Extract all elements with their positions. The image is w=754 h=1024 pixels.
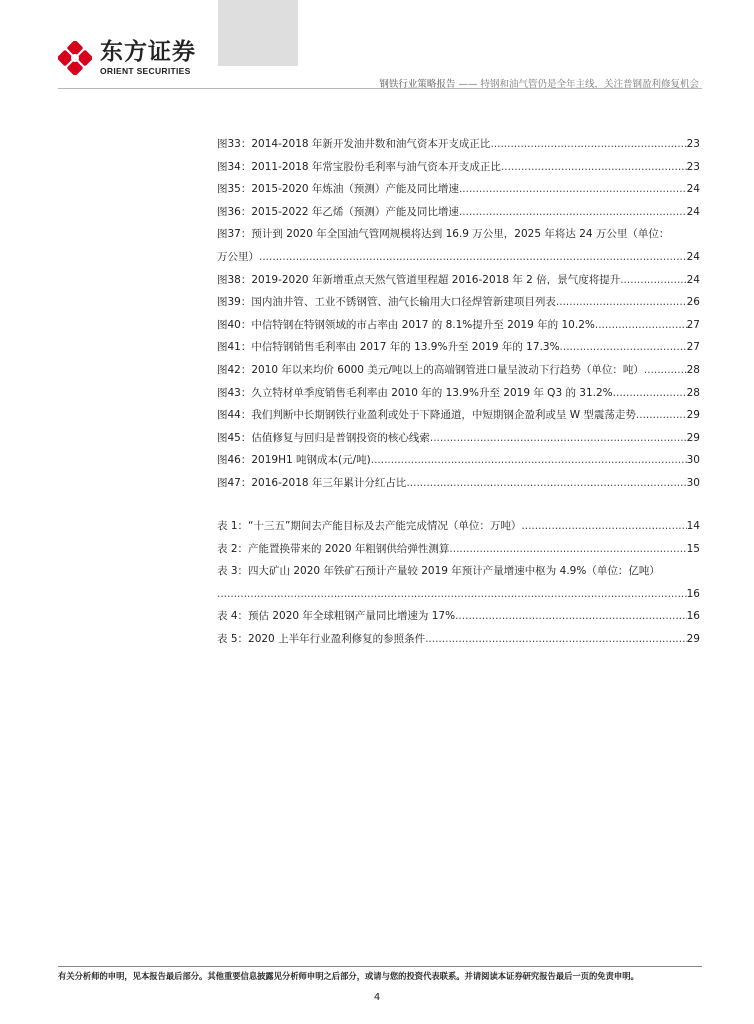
toc-entry-figure-40[interactable] [217, 314, 700, 337]
toc-entry-label: 图40：中信特钢在特钢领域的市占率由 2017 的 8.1%提升至 2019 年的 10.2% [217, 318, 595, 331]
toc-entry-figure-39[interactable] [217, 291, 700, 314]
figure-list [217, 133, 700, 495]
toc-entry-table-5[interactable] [217, 628, 700, 651]
toc-page-number: 29 [686, 632, 700, 645]
toc-entry-figure-47[interactable] [217, 472, 700, 495]
footer-divider [58, 966, 702, 967]
toc-page-number: 14 [686, 520, 700, 532]
toc-page-number: 27 [686, 341, 700, 354]
toc-leader-dots [259, 246, 687, 269]
toc-entry-figure-41[interactable] [217, 336, 700, 359]
toc-entry-label: 表 2：产能置换带来的 2020 年粗钢供给弹性测算 [217, 542, 450, 555]
toc-entry-label: 表 1：“十三五”期间去产能目标及去产能完成情况（单位：万吨） [217, 520, 522, 532]
toc-leader-dots [459, 201, 687, 224]
toc-page-number: 29 [686, 431, 700, 444]
report-category: 钢铁行业策略报告 [379, 79, 456, 90]
header-divider [58, 88, 702, 89]
toc-page-number: 24 [686, 183, 700, 196]
toc-entry-label: 图34：2011-2018 年常宝股份毛利率与油气资本开支成正比 [217, 160, 501, 173]
toc-leader-dots [406, 472, 686, 495]
toc-entry-label-line2: 万公里） [217, 250, 259, 263]
toc-leader-dots [371, 449, 687, 472]
toc-leader-dots [425, 628, 687, 651]
toc-page-number: 23 [686, 138, 700, 150]
toc-page-number: 30 [686, 476, 700, 489]
toc-leader-dots [595, 314, 687, 337]
toc-entry-table-2[interactable] [217, 538, 700, 561]
toc-entry-label-line1: 表 3：四大矿山 2020 年铁矿石预计产量较 2019 年预计产量增速中枢为 4.9%（单位：亿吨） [217, 565, 660, 578]
toc-entry-label: 图42：2010 年以来均价 6000 美元/吨以上的高端钢管进口量呈波动下行趋势（单位：吨） [217, 363, 644, 376]
toc-entry-label: 图45：估值修复与回归是普钢投资的核心线索 [217, 431, 430, 444]
toc-entry-figure-33[interactable] [217, 133, 700, 156]
toc-entry-label: 图41：中信特钢销售毛利率由 2017 年的 13.9%升至 2019 年的 17.3% [217, 341, 560, 354]
toc-entry-figure-45[interactable] [217, 427, 700, 450]
toc-entry-label: 表 5：2020 上半年行业盈利修复的参照条件 [217, 632, 426, 645]
toc-page-number: 27 [686, 318, 700, 331]
toc-leader-dots [644, 359, 687, 382]
toc-entry-label-line1: 图37：预计到 2020 年全国油气管网规模将达到 16.9 万公里，2025 年将达 24 万公里（单位： [217, 228, 670, 241]
toc-leader-dots [455, 605, 687, 628]
toc-page-number: 15 [686, 542, 700, 555]
toc-entry-figure-34[interactable] [217, 156, 700, 179]
page-number: 4 [373, 992, 381, 1003]
toc-page-number: 23 [686, 160, 700, 173]
toc-entry-label: 表 4：预估 2020 年全球粗钢产量同比增速为 17% [217, 610, 456, 623]
toc-entry-figure-36[interactable] [217, 201, 700, 224]
header-separator: —— [455, 79, 481, 90]
toc-entry-label: 图36：2015-2022 年乙烯（预测）产能及同比增速 [217, 205, 459, 218]
toc-page-number: 16 [686, 610, 700, 623]
toc-leader-dots [521, 515, 686, 538]
toc-entry-figure-35[interactable] [217, 178, 700, 201]
toc-entry-table-4[interactable] [217, 605, 700, 628]
toc-leader-dots [501, 156, 687, 179]
toc-entry-table-1[interactable] [217, 515, 700, 538]
toc-page-number: 24 [686, 250, 700, 263]
toc-entry-figure-43[interactable] [217, 382, 700, 405]
report-subtitle: 特钢和油气管仍是全年主线，关注普钢盈利修复机会 [480, 79, 699, 90]
logo-english-name: ORIENT SECURITIES [100, 66, 191, 76]
toc-page-number: 28 [686, 386, 700, 399]
toc-page-number: 24 [686, 273, 700, 286]
toc-page-number: 28 [686, 363, 700, 376]
toc-page-number: 16 [686, 587, 700, 600]
toc-leader-dots [613, 382, 687, 405]
toc-entry-label: 图46：2019H1 吨钢成本(元/吨) [217, 454, 371, 467]
toc-leader-dots [620, 269, 686, 292]
toc-entry-figure-44[interactable] [217, 404, 700, 427]
header-decoration-block [218, 0, 298, 66]
toc-entry-table-3[interactable] [217, 560, 700, 605]
footer-disclaimer: 有关分析师的申明，见本报告最后部分。其他重要信息披露见分析师申明之后部分，或请与您的投资代表联系。并请阅读本证券研究报告最后一页的免责申明。 [58, 971, 639, 981]
table-list [217, 515, 700, 651]
logo-mark-icon [58, 41, 92, 75]
logo-chinese-name: 东方证券 [100, 39, 196, 65]
toc-entry-label: 图39：国内油井管、工业不锈钢管、油气长输用大口径焊管新建项目列表 [217, 296, 556, 309]
toc-leader-dots [636, 404, 687, 427]
toc-entry-figure-37[interactable] [217, 223, 700, 268]
toc-entry-figure-42[interactable] [217, 359, 700, 382]
toc-entry-label: 图43：久立特材单季度销售毛利率由 2010 年的 13.9%升至 2019 年 Q3 的 31.2% [217, 386, 613, 399]
toc-leader-dots [459, 178, 687, 201]
toc-page-number: 30 [686, 454, 700, 467]
toc-leader-dots [556, 291, 687, 314]
toc-entry-label: 图38：2019-2020 年新增重点天然气管道里程超 2016-2018 年 2 倍，景气度将提升 [217, 273, 621, 286]
toc-leader-dots [490, 133, 686, 156]
toc-entry-label: 图44：我们判断中长期钢铁行业盈利或处于下降通道，中短期钢企盈利或呈 W 型震荡走势 [217, 409, 636, 422]
toc-entry-figure-38[interactable] [217, 269, 700, 292]
toc-entry-label: 图35：2015-2020 年炼油（预测）产能及同比增速 [217, 183, 459, 196]
toc-leader-dots [449, 538, 686, 561]
toc-leader-dots [430, 427, 687, 450]
toc-page-number: 24 [686, 205, 700, 218]
toc-entry-figure-46[interactable] [217, 449, 700, 472]
toc-leader-dots [217, 583, 687, 606]
company-logo [58, 40, 196, 76]
toc-page-number: 29 [686, 409, 700, 422]
toc-leader-dots [560, 336, 687, 359]
toc-page-number: 26 [686, 296, 700, 309]
toc-entry-label: 图33：2014-2018 年新开发油井数和油气资本开支成正比 [217, 138, 491, 150]
toc-entry-label: 图47：2016-2018 年三年累计分红占比 [217, 476, 407, 489]
